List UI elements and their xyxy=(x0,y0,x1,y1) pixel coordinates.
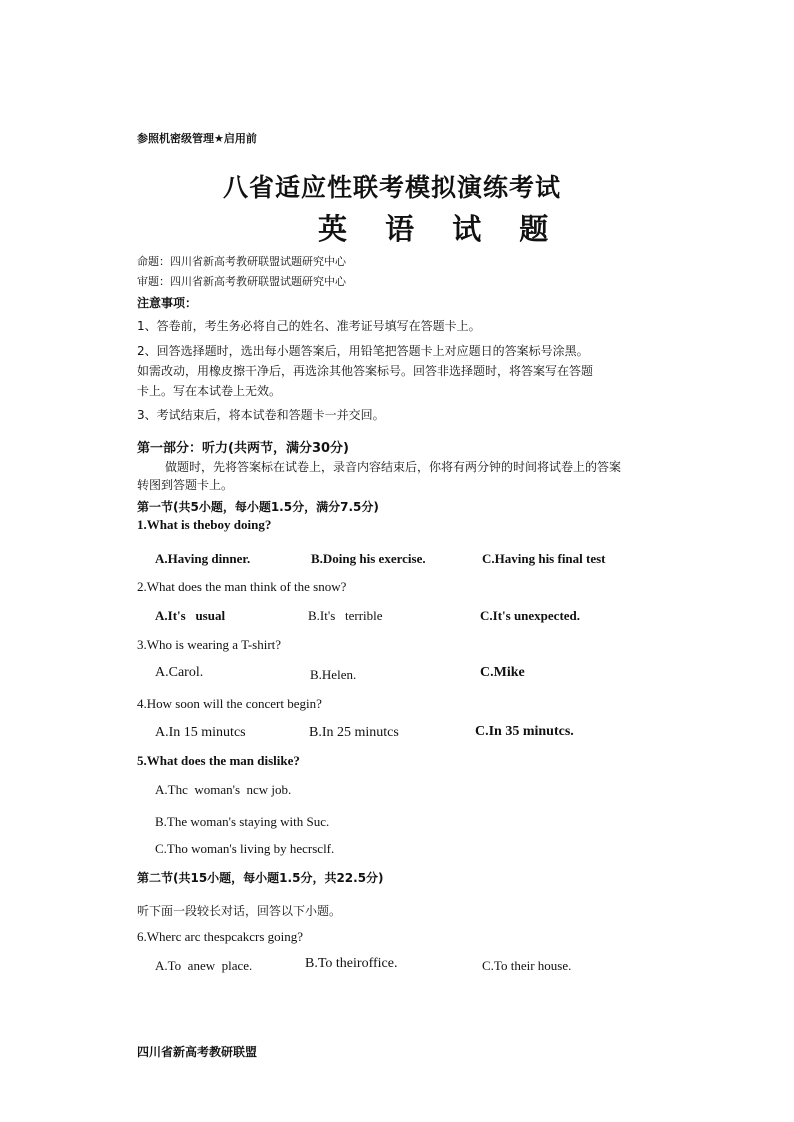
question-2-option-c: C.It's unexpected. xyxy=(480,608,581,623)
question-5-option-a: A.Thc woman's ncw job. xyxy=(155,782,292,797)
question-5-option-b: B.The woman's staying with Suc. xyxy=(155,814,330,829)
part1-instruction-line-1: 做题时，先将答案标在试卷上，录音内容结束后，你将有两分钟的时间将试卷上的答案 xyxy=(165,460,622,474)
question-5-option-c: C.Tho woman's living by hecrsclf. xyxy=(155,841,335,856)
author-line: 命题：四川省新高考教研联盟试题研究中心 xyxy=(137,255,346,268)
question-5-stem: 5.What does the man dislike? xyxy=(137,753,300,768)
question-4-option-b: B.In 25 minutcs xyxy=(309,725,399,740)
footer-org: 四川省新高考教研联盟 xyxy=(137,1045,258,1059)
question-3-option-a: A.Carol. xyxy=(155,665,204,680)
question-2-stem: 2.What does the man think of the snow? xyxy=(137,579,347,594)
section1-heading: 第一节(共5小题，每小题1.5分，满分7.5分) xyxy=(137,500,379,514)
question-2-option-b: B.It's terrible xyxy=(308,608,383,623)
question-1-option-b: B.Doing his exercise. xyxy=(311,551,426,566)
question-4-option-c: C.In 35 minutcs. xyxy=(475,724,574,739)
notice-heading: 注意事项： xyxy=(137,296,198,310)
question-3-stem: 3.Who is wearing a T-shirt? xyxy=(137,637,282,652)
question-1-option-c: C.Having his final test xyxy=(482,551,606,566)
question-1-option-a: A.Having dinner. xyxy=(155,551,251,566)
notice-item-2-line-1: 2、回答选择题时，选出每小题答案后，用铅笔把答题卡上对应题日的答案标号涂黑。 xyxy=(137,344,589,358)
question-6-option-a: A.To anew place. xyxy=(155,958,253,973)
question-3-option-b: B.Helen. xyxy=(310,667,357,682)
notice-item-2-line-2: 如需改动，用橡皮擦干净后，再选涂其他答案标号。回答非选择题时，将答案写在答题 xyxy=(137,364,594,378)
question-6-stem: 6.Wherc arc thespcakcrs going? xyxy=(137,929,304,944)
question-1-stem: 1.What is theboy doing? xyxy=(137,517,272,532)
question-4-stem: 4.How soon will the concert begin? xyxy=(137,696,322,711)
question-6-option-b: B.To theiroffice. xyxy=(305,956,398,971)
question-3-option-c: C.Mike xyxy=(480,665,525,680)
exam-title: 八省适应性联考模拟演练考试 xyxy=(223,173,562,202)
notice-item-2-line-3: 卡上。写在本试卷上无效。 xyxy=(137,384,282,398)
classification-label: 参照机密级管理★启用前 xyxy=(137,132,257,145)
section2-instruction: 听下面一段较长对话，回答以下小题。 xyxy=(137,904,342,918)
exam-subtitle: 英 语 试 题 xyxy=(318,212,563,246)
question-2-option-a: A.It's usual xyxy=(155,608,226,623)
part1-heading: 第一部分：听力(共两节，满分30分) xyxy=(137,441,349,456)
reviewer-line: 审题：四川省新高考教研联盟试题研究中心 xyxy=(137,275,346,288)
section2-heading: 第二节(共15小题，每小题1.5分，共22.5分) xyxy=(137,871,384,885)
question-6-option-c: C.To their house. xyxy=(482,958,572,973)
question-4-option-a: A.In 15 minutcs xyxy=(155,725,246,740)
part1-instruction-line-2: 转图到答题卡上。 xyxy=(137,478,234,492)
notice-item-1: 1、答卷前，考生务必将自己的姓名、准考证号填写在答题卡上。 xyxy=(137,319,481,333)
notice-item-3: 3、考试结束后，将本试卷和答题卡一并交回。 xyxy=(137,408,385,422)
